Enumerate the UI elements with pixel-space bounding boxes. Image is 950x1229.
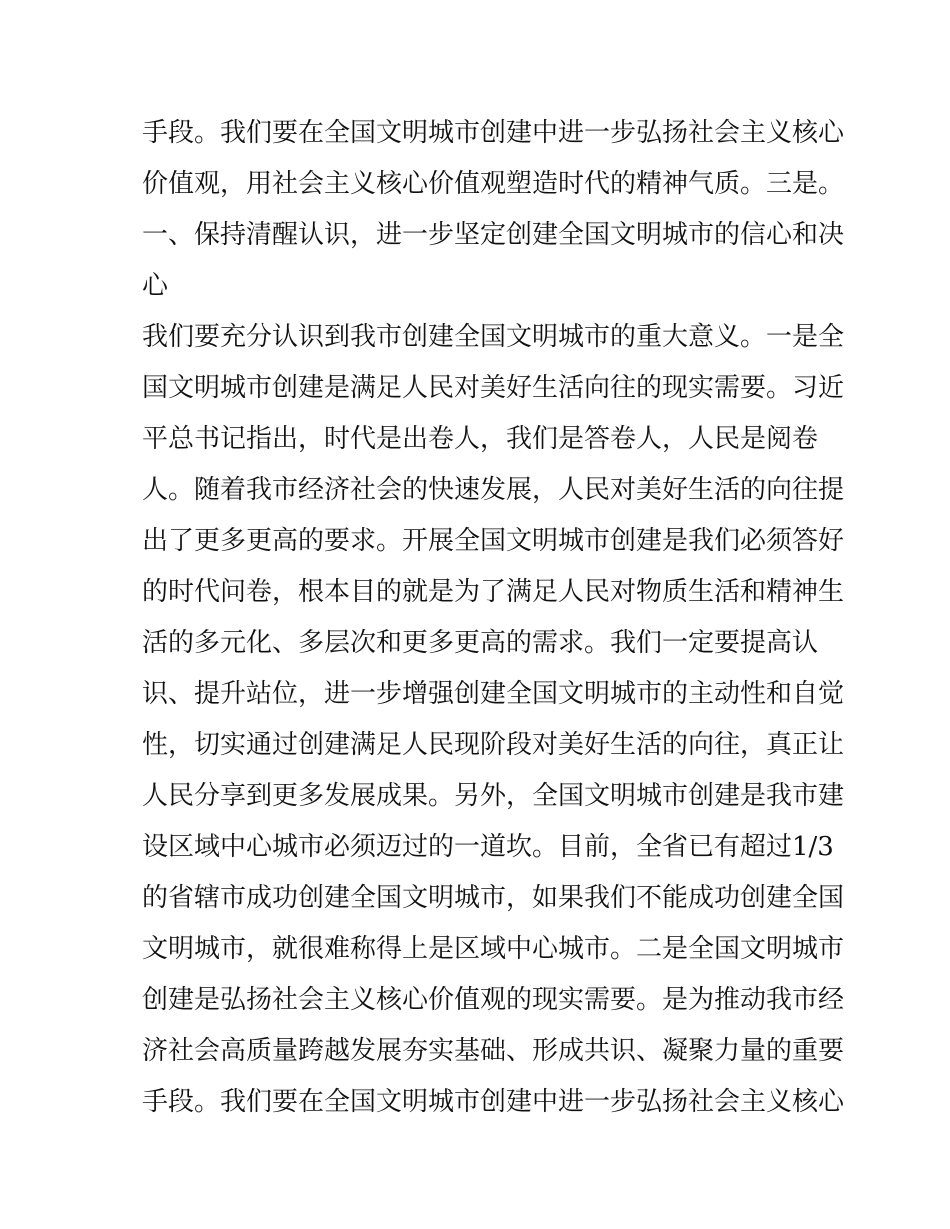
section-heading-line: 心 — [142, 271, 169, 301]
section-heading-line: 一、保持清醒认识，进一步坚定创建全国文明城市的信心和决 — [142, 220, 845, 250]
text-line: 性，切实通过创建满足人民现阶段对美好生活的向往，真正让 — [142, 730, 845, 760]
text-line: 人民分享到更多发展成果。另外，全国文明城市创建是我市建 — [142, 781, 845, 811]
text-line: 的时代问卷，根本目的就是为了满足人民对物质生活和精神生 — [142, 577, 845, 607]
text-line: 设区域中心城市必须迈过的一道坎。目前，全省已有超过1/3 — [142, 832, 834, 862]
text-line: 手段。我们要在全国文明城市创建中进一步弘扬社会主义核心 — [142, 118, 845, 148]
text-line: 创建是弘扬社会主义核心价值观的现实需要。是为推动我市经 — [142, 985, 845, 1015]
text-line: 出了更多更高的要求。开展全国文明城市创建是我们必须答好 — [142, 526, 845, 556]
text-line: 人。随着我市经济社会的快速发展，人民对美好生活的向往提 — [142, 475, 845, 505]
text-line: 手段。我们要在全国文明城市创建中进一步弘扬社会主义核心 — [142, 1087, 845, 1117]
text-line: 活的多元化、多层次和更多更高的需求。我们一定要提高认 — [142, 628, 819, 658]
text-line: 我们要充分认识到我市创建全国文明城市的重大意义。一是全 — [142, 322, 845, 352]
text-line: 济社会高质量跨越发展夯实基础、形成共识、凝聚力量的重要 — [142, 1036, 845, 1066]
text-line: 价值观，用社会主义核心价值观塑造时代的精神气质。三是。 — [142, 169, 845, 199]
document-body — [142, 108, 845, 1128]
text-line: 识、提升站位，进一步增强创建全国文明城市的主动性和自觉 — [142, 679, 845, 709]
text-line: 国文明城市创建是满足人民对美好生活向往的现实需要。习近 — [142, 373, 845, 403]
text-line: 平总书记指出，时代是出卷人，我们是答卷人，人民是阅卷 — [142, 424, 819, 454]
text-line: 的省辖市成功创建全国文明城市，如果我们不能成功创建全国 — [142, 883, 845, 913]
text-line: 文明城市，就很难称得上是区域中心城市。二是全国文明城市 — [142, 934, 845, 964]
